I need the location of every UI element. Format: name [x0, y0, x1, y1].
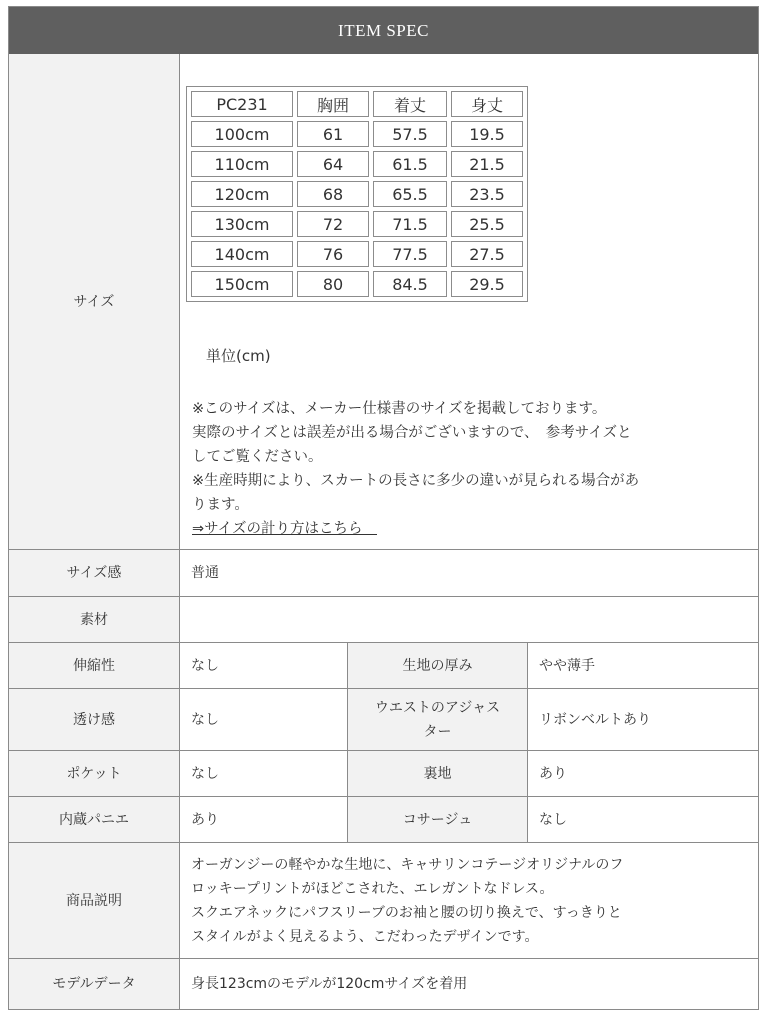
size-note-line: ります。 — [192, 497, 249, 513]
size-unit: 単位(cm) — [206, 347, 271, 365]
size-chart-cell: 71.5 — [373, 211, 447, 237]
size-chart-cell: 21.5 — [451, 151, 523, 177]
waist-adjuster-label — [348, 689, 528, 751]
size-note-line: してご覧ください。 — [192, 449, 323, 465]
pannier-value: あり — [180, 797, 348, 843]
waist-adjuster-value: リボンベルトあり — [528, 689, 758, 751]
size-chart-row — [191, 211, 523, 237]
size-chart-row — [191, 181, 523, 207]
size-chart-cell: 76 — [297, 241, 369, 267]
material-label: 素材 — [9, 597, 180, 643]
size-chart-row — [191, 271, 523, 297]
size-chart-cell: 140cm — [191, 241, 293, 267]
description-value — [180, 843, 758, 959]
size-chart-cell: 57.5 — [373, 121, 447, 147]
size-chart-cell: 80 — [297, 271, 369, 297]
spec-header: ITEM SPEC — [9, 7, 758, 54]
corsage-label: コサージュ — [348, 797, 528, 843]
model-data-label: モデルデータ — [9, 959, 180, 1009]
stretch-label: 伸縮性 — [9, 643, 180, 689]
pannier-label: 内蔵パニエ — [9, 797, 180, 843]
size-chart-header: PC231 — [191, 91, 293, 117]
size-chart-table — [186, 86, 528, 302]
size-chart-cell: 23.5 — [451, 181, 523, 207]
size-chart-header: 着丈 — [373, 91, 447, 117]
size-feel-value: 普通 — [180, 550, 758, 597]
size-chart-cell: 130cm — [191, 211, 293, 237]
size-chart-cell: 65.5 — [373, 181, 447, 207]
size-note-line: ※生産時期により、スカートの長さに多少の違いが見られる場合があ — [192, 473, 640, 489]
size-chart-cell: 19.5 — [451, 121, 523, 147]
lining-label: 裏地 — [348, 751, 528, 797]
size-chart-cell: 110cm — [191, 151, 293, 177]
size-chart-header: 胸囲 — [297, 91, 369, 117]
size-chart-cell: 68 — [297, 181, 369, 207]
corsage-value: なし — [528, 797, 758, 843]
size-note-line: 実際のサイズとは誤差が出る場合がございますので、 参考サイズと — [192, 425, 632, 441]
size-chart-header-row — [191, 91, 523, 117]
sheer-label: 透け感 — [9, 689, 180, 751]
size-chart-cell: 25.5 — [451, 211, 523, 237]
description-line: ロッキープリントがほどこされた、エレガントなドレス。 — [191, 880, 554, 897]
waist-adjuster-label-line2: ター — [423, 723, 452, 740]
lining-value: あり — [528, 751, 758, 797]
size-note-line: ※このサイズは、メーカー仕様書のサイズを掲載しております。 — [192, 401, 607, 417]
size-chart-cell: 72 — [297, 211, 369, 237]
size-chart-cell: 61 — [297, 121, 369, 147]
size-chart-row — [191, 121, 523, 147]
size-chart-row — [191, 151, 523, 177]
thickness-value: やや薄手 — [528, 643, 758, 689]
material-value — [180, 597, 758, 643]
size-chart-cell: 100cm — [191, 121, 293, 147]
size-feel-label: サイズ感 — [9, 550, 180, 597]
size-chart-cell: 84.5 — [373, 271, 447, 297]
size-chart-cell: 77.5 — [373, 241, 447, 267]
size-chart-cell: 64 — [297, 151, 369, 177]
size-chart-cell: 29.5 — [451, 271, 523, 297]
size-chart-cell: 120cm — [191, 181, 293, 207]
waist-adjuster-label-line1: ウエストのアジャス — [374, 699, 501, 716]
pocket-label: ポケット — [9, 751, 180, 797]
size-chart-cell: 150cm — [191, 271, 293, 297]
description-line: オーガンジーの軽やかな生地に、キャサリンコテージオリジナルのフ — [191, 856, 624, 873]
size-chart-cell: 27.5 — [451, 241, 523, 267]
size-chart-cell: 61.5 — [373, 151, 447, 177]
sheer-value: なし — [180, 689, 348, 751]
description-line: スタイルがよく見えるよう、こだわったデザインです。 — [191, 928, 539, 945]
size-notes — [192, 397, 737, 541]
stretch-value: なし — [180, 643, 348, 689]
pocket-value: なし — [180, 751, 348, 797]
size-chart-row — [191, 241, 523, 267]
size-label: サイズ — [9, 54, 180, 550]
model-data-value: 身長123cmのモデルが120cmサイズを着用 — [180, 959, 758, 1009]
description-line: スクエアネックにパフスリーブのお袖と腰の切り換えで、すっきりと — [191, 904, 622, 921]
description-label: 商品説明 — [9, 843, 180, 959]
size-chart-header: 身丈 — [451, 91, 523, 117]
thickness-label: 生地の厚み — [348, 643, 528, 689]
size-guide-link[interactable]: ⇒サイズの計り方はこちら — [192, 521, 377, 537]
